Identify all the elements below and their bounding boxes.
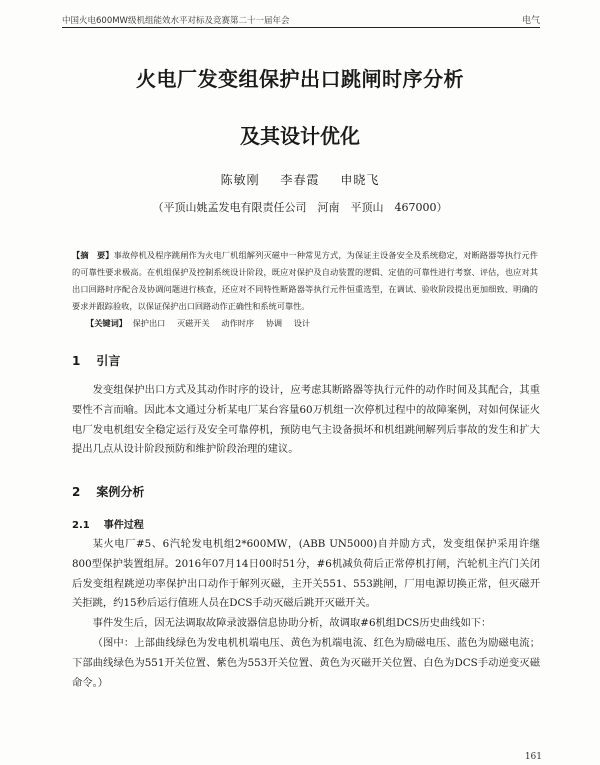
section-heading-1 (72, 352, 120, 369)
header-section: 电气 (521, 16, 540, 26)
header-conference: 中国火电600MW级机组能效水平对标及竞赛第二十一届年会 (62, 16, 290, 26)
subsection-heading (72, 516, 144, 531)
author: 李春霞 (280, 173, 320, 187)
keyword: 设计 (293, 318, 311, 328)
section-title: 案例分析 (96, 485, 145, 499)
author-list (0, 171, 600, 188)
intro-paragraph (72, 381, 540, 460)
keyword: 动作时序 (221, 318, 255, 328)
case-paragraphs (72, 535, 540, 693)
paragraph-text: 某火电厂#5、6汽轮发电机组2*600MW，(ABB UN5000)自并励方式，发变组保护采用许继800型保护装置组屏。2016年07月14日00时51分，#6机减负荷后正常停机打闸，汽轮机主汽门关闭后发变组程跳逆功率保护出口动作于解列灭磁，主开关551、553跳闸，厂用电源切换正常，但灭磁开关拒跳，约15秒后运行值班人员在DCS手动灭磁后跳开灭磁开关。 (72, 538, 540, 610)
author: 陈敏刚 (220, 173, 260, 187)
keyword: 协调 (265, 318, 283, 328)
running-header (62, 11, 540, 28)
section-number: 2 (72, 485, 81, 499)
paragraph-text: （图中：上部曲线绿色为发电机机端电压、黄色为机端电流、红色为励磁电压、蓝色为励磁电流；下部曲线绿色为551开关位置、紫色为553开关位置、黄色为灭磁开关位置、白色为DCS手动逆变灭磁命令。） (72, 636, 540, 689)
paragraph-text: 发变组保护出口方式及其动作时序的设计，应考虑其断路器等执行元件的动作时间及其配合，其重要性不言而喻。因此本文通过分析某电厂某台容量60万机组一次停机过程中的故障案例，对如何保证火电厂发电机组安全稳定运行及安全可靠停机，预防电气主设备损坏和机组跳闸解列后事故的发生和扩大提出几点从设计阶段预防和维护阶段治理的建议。 (72, 384, 540, 456)
section-title: 引言 (96, 354, 121, 368)
affiliation: （平顶山姚孟发电有限责任公司 河南 平顶山 467000） (152, 201, 448, 214)
paper-title-line2: 及其设计优化 (240, 124, 360, 148)
abstract (72, 247, 538, 315)
subsection-number: 2.1 (72, 520, 90, 531)
abstract-label: 【摘 要】 (72, 250, 114, 260)
section-heading-2 (72, 483, 144, 500)
author: 申晓飞 (340, 173, 380, 187)
paragraph-text: 事件发生后，因无法调取故障录波器信息协助分析，故调取#6机组DCS历史曲线如下： (92, 617, 492, 630)
abstract-text: 事故停机及程序跳闸作为火电厂机组解列灭磁中一种常见方式，为保证主设备安全及系统稳定，对断路器等执行元件的可靠性要求极高。在机组保护及控制系统设计阶段，既应对保护及自动装置的逻辑、定值的可靠性进行考察、评估，也应对其出口回路时序配合及协调问题进行核查，还应对不同特性断路器等执行元件恒重选型，在调试、验收阶段提出更加细致、明确的要求并跟踪验收，以保证保护出口回路动作正确性和系统可靠性。 (72, 250, 538, 311)
section-number: 1 (72, 354, 81, 368)
keyword: 灭磁开关 (176, 318, 210, 328)
subsection-title: 事件过程 (103, 520, 144, 531)
keywords-label: 【关键词】 (86, 318, 127, 328)
keyword: 保护出口 (132, 318, 166, 328)
paper-title-line1: 火电厂发变组保护出口跳闸时序分析 (136, 67, 464, 91)
page-number: 161 (524, 752, 542, 762)
keywords (86, 318, 536, 329)
